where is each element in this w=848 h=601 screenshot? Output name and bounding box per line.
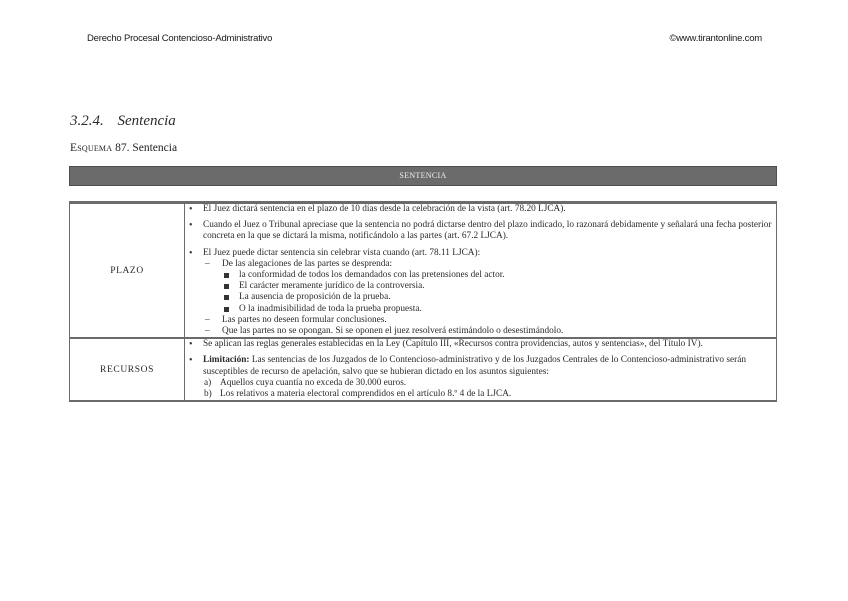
square-item: O la inadmisibilidad de toda la prueba propuesta. [222, 304, 776, 315]
limitation-text: Las sentencias de los Juzgados de lo Contencioso-administrativo y de los Juzgados Centrales de lo Contencioso-administrativo serán susceptibles de recurso de apelación, salvo que se hubieran dictado en los asuntos siguientes: [203, 355, 746, 377]
section-number: 3.2.4. [70, 113, 104, 129]
scheme-number: 87. [115, 142, 130, 154]
dash-item [203, 259, 776, 315]
section-title: Sentencia [117, 113, 176, 129]
item-mark: b) [204, 389, 212, 400]
row-content-plazo [185, 203, 777, 339]
header-book-title: Derecho Procesal Contencioso-Administrativo [87, 33, 273, 44]
square-item: La ausencia de proposición de la prueba. [222, 292, 776, 303]
scheme-table [69, 201, 777, 402]
table-row-recursos [70, 338, 777, 401]
scheme-prefix: Esquema [70, 142, 113, 154]
item-mark: a) [204, 377, 212, 388]
section-heading [70, 113, 176, 130]
list-item [185, 248, 776, 338]
item-text: Los relativos a materia electoral comprendidos en el artículo 8.º 4 de la LJCA. [220, 389, 512, 400]
header-copyright: ©www.tirantonline.com [669, 33, 762, 44]
row-label-recursos: RECURSOS [70, 338, 185, 401]
list-item: • El Juez dictará sentencia en el plazo de 10 días desde la celebración de la vista (art. 78.20 LJCA). [185, 204, 776, 215]
limitation-lead: Limitación: [203, 355, 250, 366]
square-item: la conformidad de todos los demandados con las pretensiones del actor. [222, 270, 776, 281]
list-item-text: • El Juez puede dictar sentencia sin celebrar vista cuando (art. 78.11 LJCA): [203, 247, 481, 258]
list-item [185, 355, 776, 400]
table-row-plazo [70, 203, 777, 339]
lettered-item [203, 389, 776, 400]
scheme-banner: SENTENCIA [69, 166, 777, 186]
scheme-caption [70, 142, 177, 154]
list-item-text [203, 355, 776, 377]
scheme-title: Sentencia [132, 142, 178, 154]
row-content-recursos [185, 338, 777, 401]
dash-item-text: – De las alegaciones de las partes se desprenda: [222, 258, 393, 269]
square-item: El carácter meramente jurídico de la controversia. [222, 281, 776, 292]
dash-item: – Que las partes no se opongan. Si se oponen el juez resolverá estimándolo o desestimándolo. [203, 326, 776, 337]
list-item: • Cuando el Juez o Tribunal apreciase que la sentencia no podrá dictarse dentro del plazo indicado, lo razonará debidamente y señalará una fecha posterior concreta en la que se dictará la misma, notificándolo a las partes (art. 67.2 LJCA). [185, 220, 776, 242]
dash-item: – Las partes no deseen formular conclusiones. [203, 315, 776, 326]
lettered-item [203, 378, 776, 389]
list-item: • Se aplican las reglas generales establecidas en la Ley (Capítulo III, «Recursos contra providencias, autos y sentencias», del Título IV). [185, 339, 776, 350]
item-text: Aquellos cuya cuantía no exceda de 30.000 euros. [220, 377, 407, 388]
row-label-plazo: PLAZO [70, 203, 185, 339]
